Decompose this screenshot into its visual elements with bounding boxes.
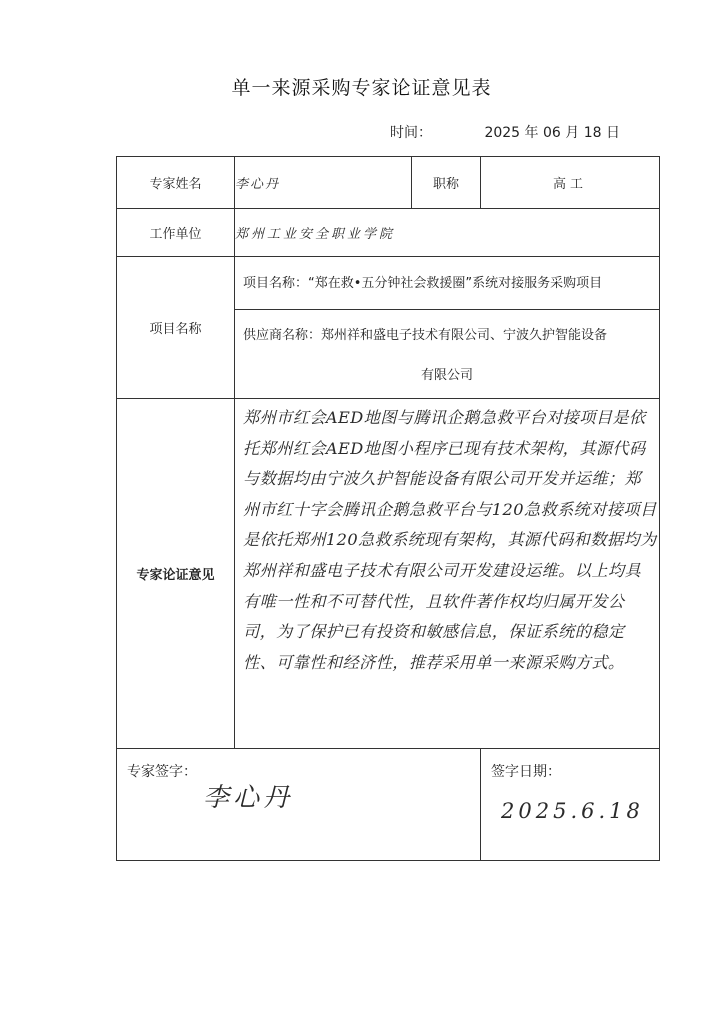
project-row — [117, 257, 660, 399]
document-title: 单一来源采购专家论证意见表 — [231, 77, 492, 99]
signature-label: 专家签字： — [127, 764, 197, 780]
form-table — [116, 156, 660, 861]
opinion-cell — [235, 399, 660, 749]
date-row — [390, 122, 620, 142]
sign-date-value: 2025.6.18 — [501, 799, 644, 823]
sign-date-label: 签字日期： — [491, 764, 561, 780]
project-details — [235, 257, 660, 399]
job-title-label: 职称 — [412, 157, 481, 209]
expert-name-value: 李心丹 — [235, 157, 412, 209]
expert-name-row — [117, 157, 660, 209]
work-unit-row — [117, 209, 660, 257]
work-unit-label: 工作单位 — [117, 209, 235, 257]
project-label: 项目名称 — [117, 257, 235, 399]
expert-name-label: 专家姓名 — [117, 157, 235, 209]
opinion-label: 专家论证意见 — [117, 399, 235, 749]
job-title-value: 高工 — [481, 157, 660, 209]
supplier-line-1: 供应商名称：郑州祥和盛电子技术有限公司、宁波久护智能设备 — [243, 328, 608, 343]
date-label: 时间： — [390, 125, 432, 141]
opinion-text: 郑州市红会AED地图与腾讯企鹅急救平台对接项目是依托郑州红会AED地图小程序已现有技术架构，其源代码与数据均由宁波久护智能设备有限公司开发并运维；郑州市红十字会腾讯企鹅急救平台与120急救系统对接项目是依托郑州120急救系统现有架构，其源代码和数据均为郑州祥和盛电子技术有限公司开发建设运维。以上均具有唯一性和不可替代性，且软件著作权均归属开发公司，为了保护已有投资和敏感信息，保证系统的稳定性、可靠性和经济性，推荐采用单一来源采购方式。 — [243, 408, 657, 672]
supplier-line-2: 有限公司 — [420, 368, 473, 383]
work-unit-value: 郑州工业安全职业学院 — [235, 209, 660, 257]
project-name: 项目名称：“郑在救•五分钟社会救援圈”系统对接服务采购项目 — [235, 259, 659, 310]
signature-value: 李心丹 — [203, 783, 294, 813]
sign-date-cell — [481, 749, 660, 861]
signature-cell — [117, 749, 481, 861]
opinion-row — [117, 399, 660, 749]
signature-row — [117, 749, 660, 861]
date-value: 2025 年 06 月 18 日 — [484, 125, 620, 141]
